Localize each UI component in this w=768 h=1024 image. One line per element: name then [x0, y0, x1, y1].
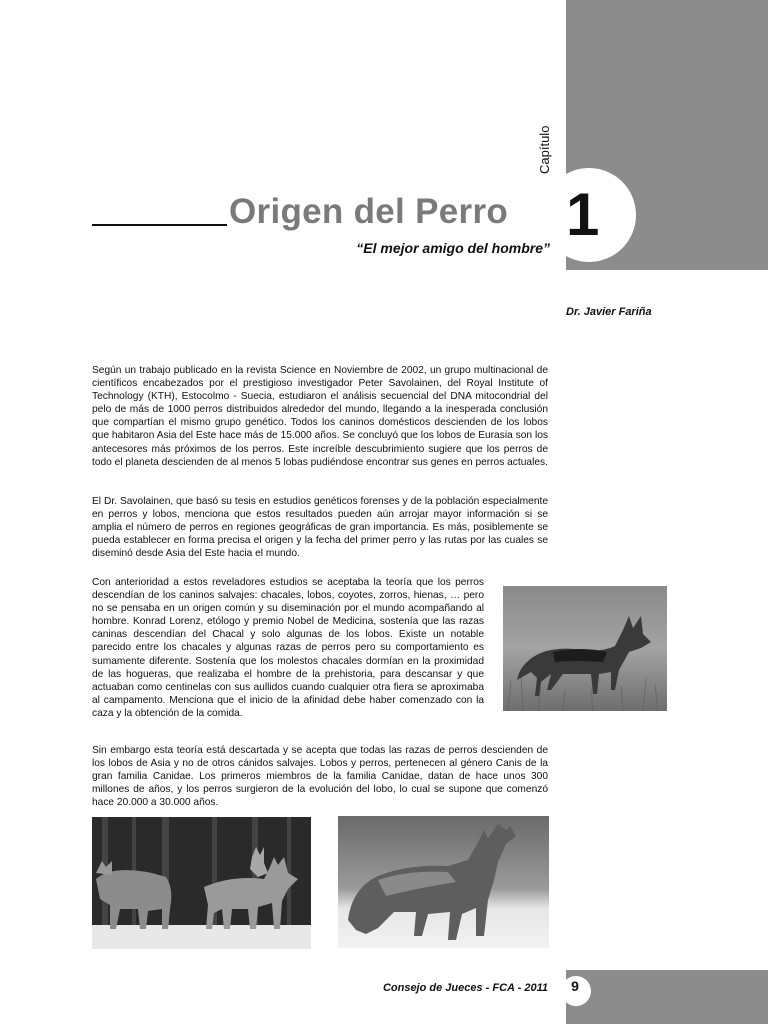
footer-text: Consejo de Jueces - FCA - 2011: [382, 982, 548, 994]
chapter-label: Capítulo: [537, 125, 552, 174]
jackal-photo: [503, 586, 667, 711]
paragraph-3: Con anterioridad a estos reveladores estudios se aceptaba la teoría que los perros descendían de los caninos salvajes: chacales, lobos, coyotes, zorros, hienas, … pero no se pensaba en un origen común y su diseminación por el mundo acompañando al hombre. Konrad Lorenz, etólogo y premio Nobel de Medicina, sostenía que las razas caninas descendían del Chacal y solo algunas de los lobos. Existe un notable parecido entre los chacales y algunas razas de perros pero su comportamiento es sumamente diferente. Sostenía que los molestos chacales dormían en la proximidad de las hogueras, que realizaba el hombre de la prehistoria, para descansar y que actuaban como centinelas con sus aullidos cuando cualquier otra fiera se aproximaba al campamento. Menciona que el inicio de la afinidad debe haber comenzado con la caza y la obtención de la comida.: [92, 577, 484, 719]
howling-wolf-photo: [338, 816, 549, 948]
footer-side-block: [566, 970, 768, 1024]
chapter-label-svg: [534, 118, 554, 178]
page-subtitle: “El mejor amigo del hombre”: [356, 240, 550, 256]
paragraph-1: Según un trabajo publicado en la revista Science en Noviembre de 2002, un grupo multinacional de científicos encabezados por el prestigioso investigador Peter Savolainen, del Royal Institute of Technology (KTH), Estocolmo - Suecia, estudiaron el análisis secuencial del DNA mitocondrial del pelo de más de 1000 perros distribuidos alrededor del mundo, llegando a la inesperada conclusión que compartían el mismo grupo genético. Todos los caninos domésticos descienden de los lobos que habitaron Asia del Este hace más de 15.000 años. Se concluyó que los lobos de Eurasia son los antecesores más próximos de los perros. Este increíble descubrimiento sugiere que los perros de todo el planeta descienden de al menos 5 lobas pudiéndose encontrar sus genes en perros actuales.: [92, 365, 548, 468]
paragraph-2: El Dr. Savolainen, que basó su tesis en estudios genéticos forenses y de la población especialmente en perros y lobos, menciona que estos resultados pueden aún arrojar mayor información si se amplia el número de perros en regiones geográficas de gran importancia. Es más, posiblemente se pueda establecer en forma precisa el origen y la fecha del primer perro y las rutas por las cuales se diseminó desde Asia del Este hacia el mundo.: [92, 496, 548, 560]
chapter-label-wrap: [534, 118, 554, 178]
page-title: Origen del Perro: [229, 192, 509, 231]
page-number: 9: [571, 978, 579, 994]
paragraph-4: Sin embargo esta teoría está descartada y se acepta que todas las razas de perros descienden de los lobos de Asia y no de otros cánidos salvajes. Lobos y perros, pertenecen al género Canis de la gran familia Canidae. Los primeros miembros de la familia Canidae, datan de hace unos 300 millones de años, y los perros surgieron de la evolución del lobo, lo cual se supone que comenzó hace 20.000 a 30.000 años.: [92, 745, 548, 809]
wolves-photo: [92, 817, 311, 949]
chapter-number: 1: [566, 181, 600, 248]
title-rule: [92, 224, 227, 226]
author-name: Dr. Javier Fariña: [566, 306, 652, 318]
